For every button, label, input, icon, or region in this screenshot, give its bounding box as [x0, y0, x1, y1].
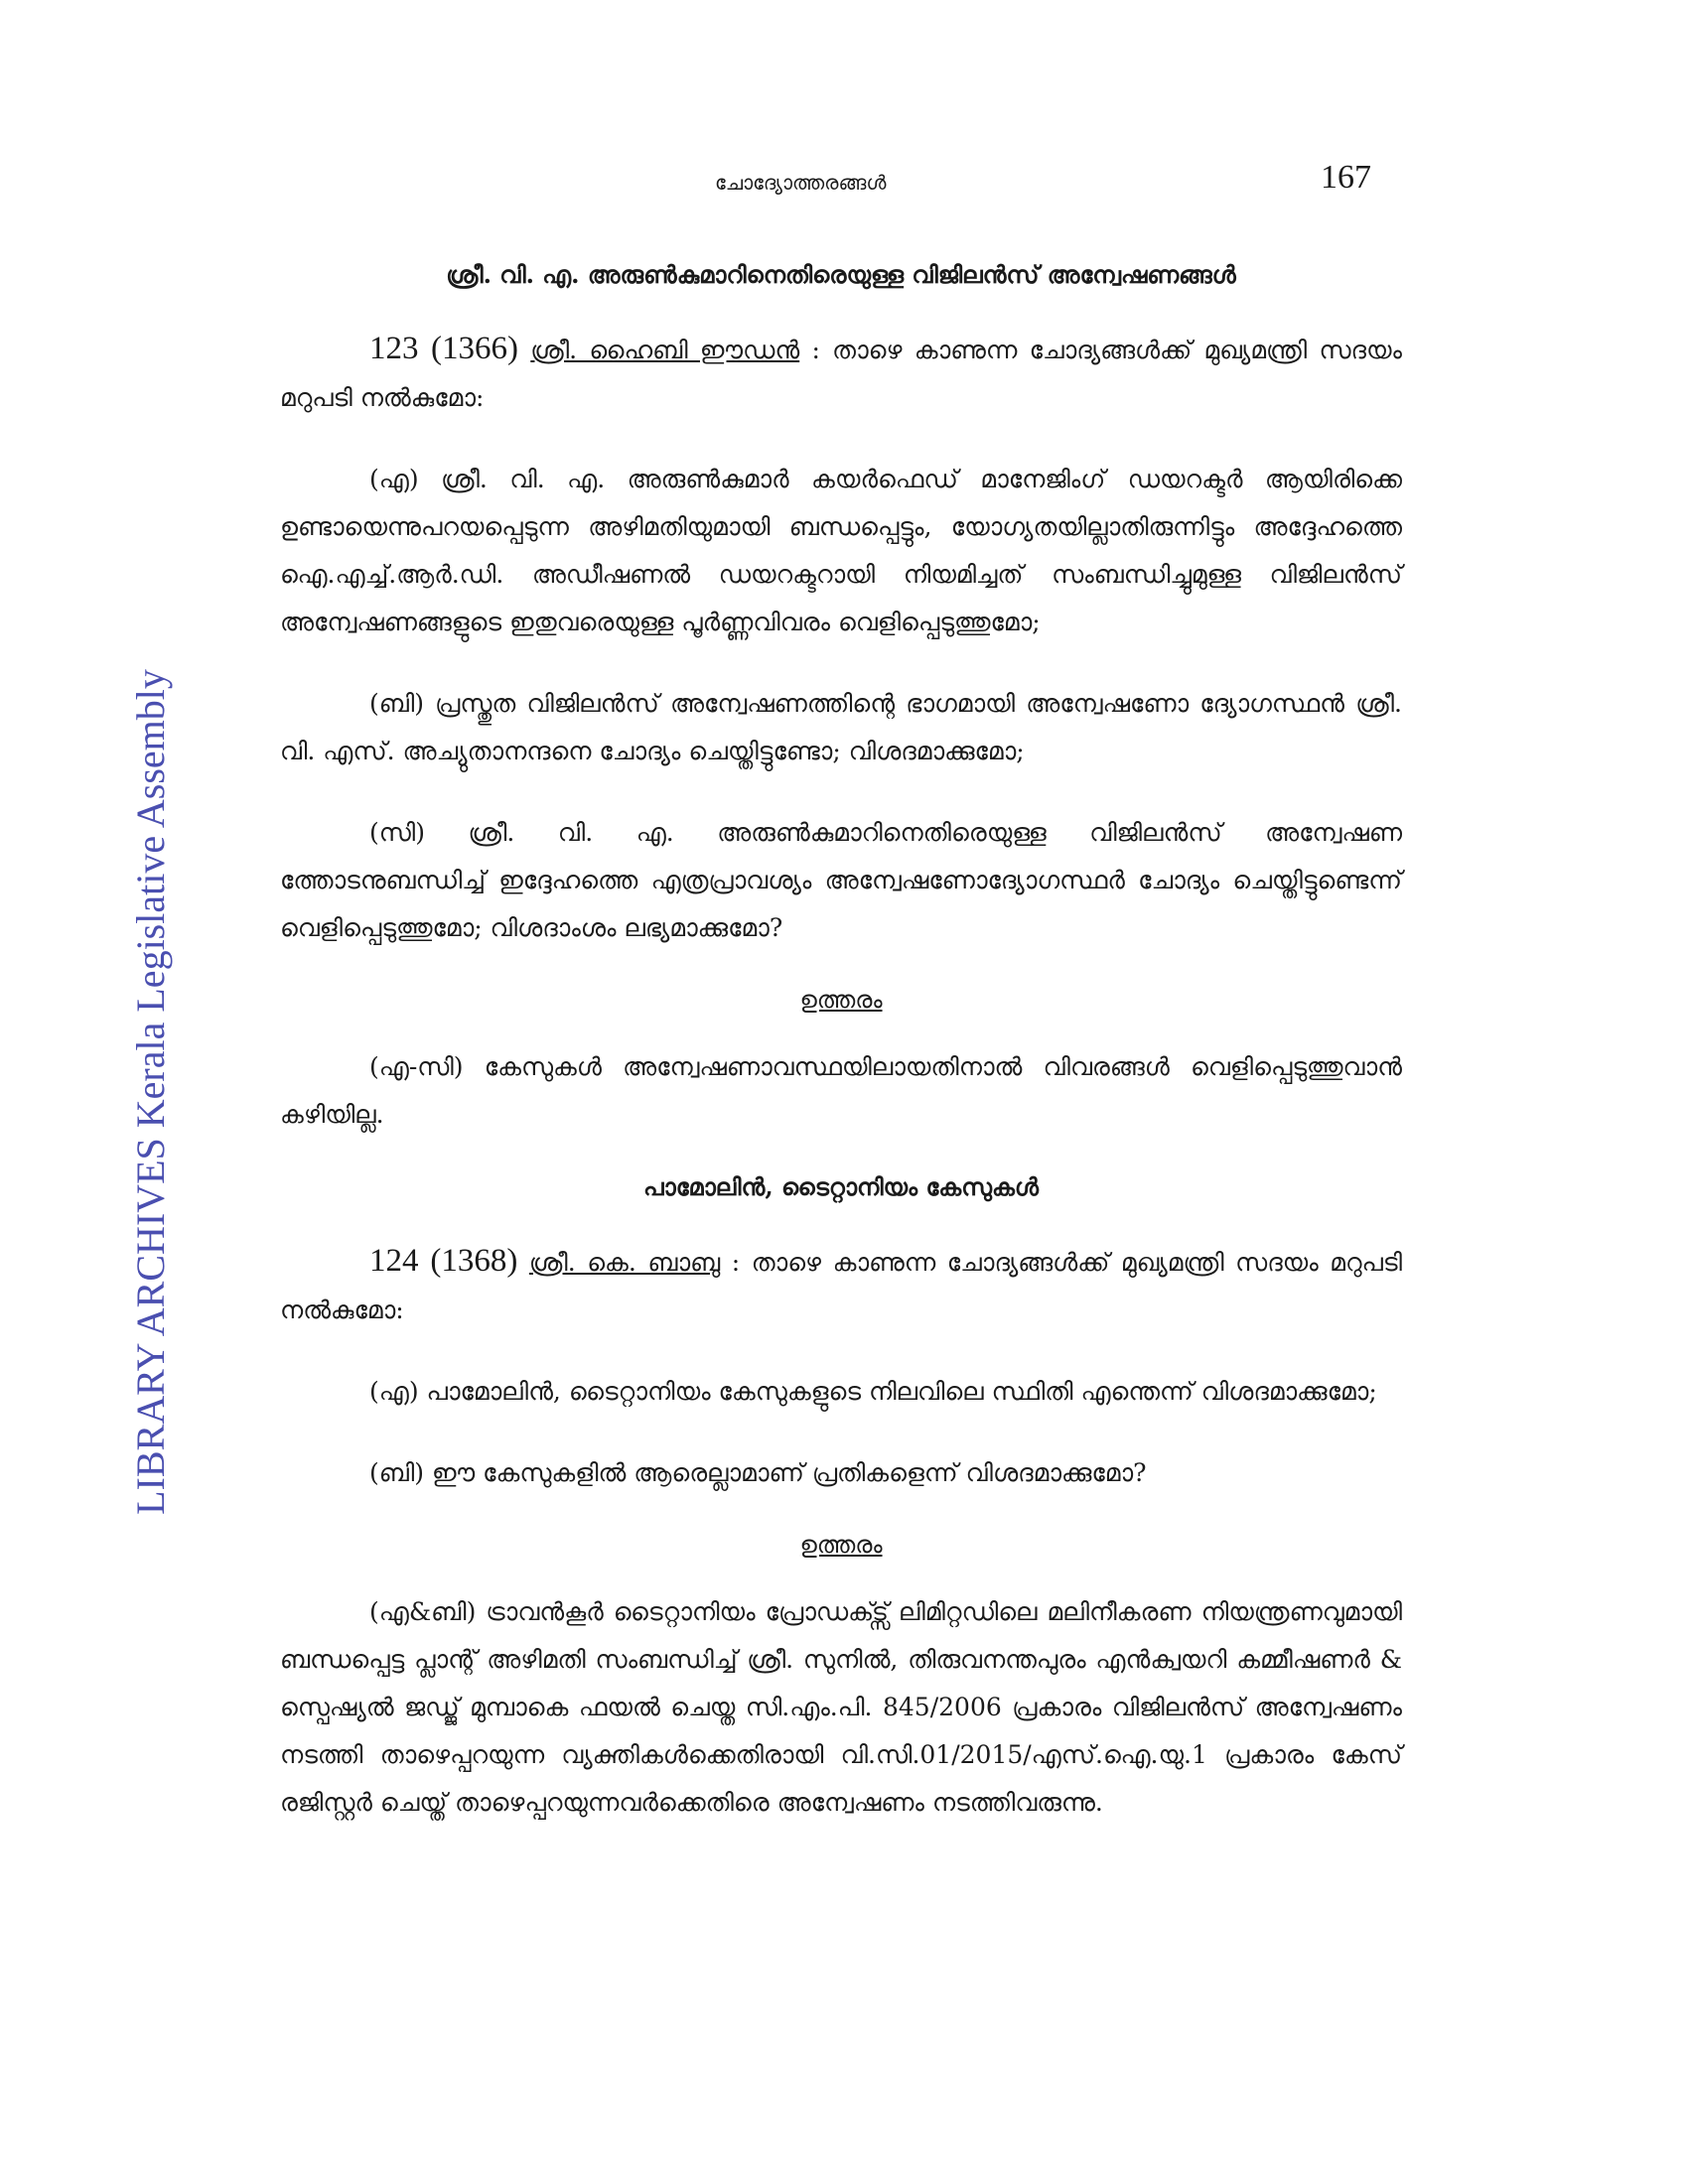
question-1-number: 123 (1366)	[369, 331, 519, 366]
question-2-intro	[280, 1237, 1402, 1334]
question-2-heading: പാമോലിൻ, ടൈറ്റാനിയം കേസുകൾ	[643, 1172, 1039, 1201]
answer-1-text: (എ-സി) കേസുകൾ അന്വേഷണാവസ്ഥയിലായതിനാൽ വിവരങ്ങൾ വെളിപ്പെടുത്തുവാൻ കഴിയില്ല.	[280, 1052, 1402, 1129]
question-1-part-a: (എ) ശ്രീ. വി. എ. അരുൺകുമാർ കയർഫെഡ് മാനേജിംഗ് ഡയറക്ടർ ആയിരിക്കെ ഉണ്ടായെന്നുപറയപ്പെടുന്ന അഴിമതിയുമായി ബന്ധപ്പെട്ടും, യോഗ്യതയില്ലാതിരുന്നിട്ടും അദ്ദേഹത്തെ ഐ.എച്ച്.ആർ.ഡി. അഡീഷണൽ ഡയറക്ടറായി നിയമിച്ചത് സംബന്ധിച്ചുമുള്ള വിജിലൻസ് അന്വേഷണങ്ങളുടെ ഇതുവരെയുള്ള പൂർണ്ണവിവരം വെളിപ്പെടുത്തുമോ;	[280, 465, 1402, 636]
page-number: 167	[1321, 159, 1371, 196]
question-1-part-c: (സി) ശ്രീ. വി. എ. അരുൺകുമാറിനെതിരെയുള്ള വിജിലൻസ് അന്വേഷണ ത്തോടനുബന്ധിച്ച് ഇദ്ദേഹത്തെ എത്രപ്രാവശ്യം അന്വേഷണോദ്യോഗസ്ഥർ ചോദ്യം ചെയ്തിട്ടുണ്ടെന്ന് വെളിപ്പെടുത്തുമോ; വിശദാംശം ലഭ്യമാക്കുമോ?	[280, 818, 1402, 942]
question-2-member: ശ്രീ. കെ. ബാബു	[528, 1248, 721, 1277]
page-content	[280, 260, 1402, 1860]
answer-2-text: (എ&ബി) ട്രാവൻകൂർ ടൈറ്റാനിയം പ്രോഡക്ട്സ് ലിമിറ്റഡിലെ മലിനീകരണ നിയന്ത്രണവുമായി ബന്ധപ്പെട്ട പ്ലാന്റ് അഴിമതി സംബന്ധിച്ച് ശ്രീ. സുനിൽ, തിരുവനന്തപുരം എൻക്വയറി കമ്മീഷണർ & സ്പെഷ്യൽ ജഡ്ജ് മുമ്പാകെ ഫയൽ ചെയ്ത സി.എം.പി. 845/2006 പ്രകാരം വിജിലൻസ് അന്വേഷണം നടത്തി താഴെപ്പറയുന്ന വ്യക്തികൾക്കെതിരായി വി.സി.01/2015/എസ്.ഐ.യു.1 പ്രകാരം കേസ് രജിസ്റ്റർ ചെയ്ത് താഴെപ്പറയുന്നവർക്കെതിരെ അന്വേഷണം നടത്തിവരുന്നു.	[280, 1597, 1402, 1817]
question-1-heading: ശ്രീ. വി. എ. അരുൺകുമാറിനെതിരെയുള്ള വിജിലൻസ് അന്വേഷണങ്ങൾ	[446, 260, 1236, 289]
running-header: ചോദ്യോത്തരങ്ങൾ	[715, 171, 887, 195]
question-1-member: ശ്രീ. ഹൈബി ഈഡൻ	[530, 336, 800, 364]
answer-2-label: ഉത്തരം	[799, 1531, 883, 1559]
question-2-number: 124 (1368)	[369, 1243, 518, 1279]
archive-watermark: LIBRARY ARCHIVES Kerala Legislative Assembly	[128, 669, 173, 1515]
question-2-part-a: (എ) പാമോലിൻ, ടൈറ്റാനിയം കേസുകളുടെ നിലവിലെ സ്ഥിതി എന്തെന്ന് വിശദമാക്കുമോ;	[369, 1377, 1377, 1406]
question-1-intro	[280, 325, 1402, 422]
question-2-part-b: (ബി) ഈ കേസുകളിൽ ആരെല്ലാമാണ് പ്രതികളെന്ന് വിശദമാക്കുമോ?	[369, 1458, 1147, 1487]
question-1-part-b: (ബി) പ്രസ്തുത വിജിലൻസ് അന്വേഷണത്തിന്റെ ഭാഗമായി അന്വേഷണോ ദ്യോഗസ്ഥൻ ശ്രീ. വി. എസ്. അച്യുതാനന്ദനെ ചോദ്യം ചെയ്തിട്ടുണ്ടോ; വിശദമാക്കുമോ;	[280, 689, 1402, 765]
question-2-intro-text: : താഴെ കാണുന്ന ചോദ്യങ്ങൾക്ക് മുഖ്യമന്ത്രി സദയം മറുപടി നൽകുമോ:	[280, 1248, 1403, 1324]
answer-1-label: ഉത്തരം	[799, 986, 883, 1014]
question-1-intro-text: : താഴെ കാണുന്ന ചോദ്യങ്ങൾക്ക് മുഖ്യമന്ത്രി സദയം മറുപടി നൽകുമോ:	[280, 336, 1403, 412]
